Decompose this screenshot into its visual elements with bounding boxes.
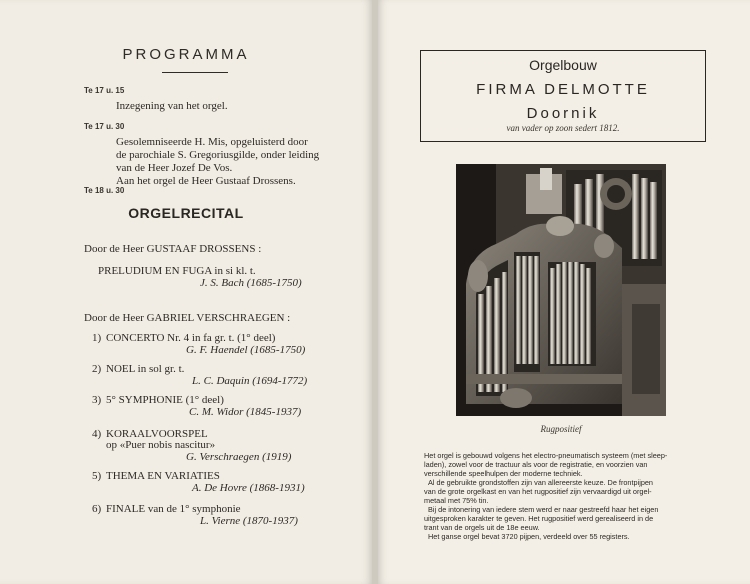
piece-3-number: 3) (92, 394, 102, 406)
description-line-6: metaal met 75% tin. (424, 496, 489, 505)
event-time-3: Te 18 u. 30 (84, 186, 125, 195)
event-2-line-1: Gesolemniseerde H. Mis, opgeluisterd door (116, 136, 308, 148)
event-2-line-4: Aan het orgel de Heer Gustaaf Drossens. (116, 175, 296, 187)
piece-1-title: CONCERTO Nr. 4 in fa gr. t. (1° deel) (106, 332, 276, 344)
piece-4-composer: G. Verschraegen (1919) (186, 451, 292, 463)
piece-5-number: 5) (92, 470, 102, 482)
event-1-line-1: Inzegening van het orgel. (116, 100, 228, 112)
piece-5-composer: A. De Hovre (1868-1931) (192, 482, 305, 494)
performer-1: Door de Heer GUSTAAF DROSSENS : (84, 243, 262, 255)
piece-3-composer: C. M. Widor (1845-1937) (189, 406, 302, 418)
description-line-8: uitgesproken karakter te geven. Het rugpositief werd gerealiseerd in de (424, 514, 654, 523)
piece-6-composer: L. Vierne (1870-1937) (200, 515, 298, 527)
performer-2: Door de Heer GABRIEL VERSCHRAEGEN : (84, 312, 291, 324)
description-line-2: laden), zowel voor de tractuur als voor de registratie, en voorzien van (424, 460, 648, 469)
builder-name: FIRMA DELMOTTE (476, 81, 650, 98)
photo-caption: Rugpositief (540, 424, 582, 434)
organ-photo (456, 164, 666, 416)
description-line-7: Bij de intonering van iedere stem werd er naar gestreefd haar het eigen (428, 505, 659, 514)
piece-5-title: THEMA EN VARIATIES (106, 470, 220, 482)
description-line-9: trant van de orgels uit de 18e eeuw. (424, 523, 540, 532)
description-line-5: van de grote orgelkast en van het rugpositief zijn vervaardigd uit orgel- (424, 487, 652, 496)
builder-city: Doornik (526, 105, 600, 122)
piece-bach-title: PRELUDIUM EN FUGA in si kl. t. (98, 265, 256, 277)
piece-4-subtitle: op «Puer nobis nascitur» (106, 439, 216, 451)
description-line-4: Al de gebruikte grondstoffen zijn van allereerste keuze. De frontpijpen (428, 478, 653, 487)
piece-1-composer: G. F. Haendel (1685-1750) (186, 344, 306, 356)
piece-6-title: FINALE van de 1° symphonie (106, 503, 241, 515)
programme-title: PROGRAMMA (122, 46, 250, 63)
piece-2-number: 2) (92, 363, 102, 375)
piece-6-number: 6) (92, 503, 102, 515)
description-line-1: Het orgel is gebouwd volgens het electro-pneumatisch systeem (met sleep- (424, 451, 668, 460)
builder-tagline: van vader op zoon sedert 1812. (506, 123, 620, 133)
description-line-10: Het ganse orgel bevat 3720 pijpen, verdeeld over 55 registers. (428, 532, 630, 541)
piece-2-composer: L. C. Daquin (1694-1772) (192, 375, 308, 387)
piece-3-title: 5° SYMPHONIE (1° deel) (106, 394, 224, 406)
piece-bach-composer: J. S. Bach (1685-1750) (200, 277, 302, 289)
left-page (0, 0, 372, 584)
event-time-1: Te 17 u. 15 (84, 86, 125, 95)
event-time-2: Te 17 u. 30 (84, 122, 125, 131)
event-2-line-3: van de Heer Jozef De Vos. (116, 162, 233, 174)
piece-1-number: 1) (92, 332, 102, 344)
event-2-line-2: de parochiale S. Gregoriusgilde, onder leiding (116, 149, 320, 161)
title-divider (162, 72, 228, 73)
piece-2-title: NOEL in sol gr. t. (106, 363, 185, 375)
piece-4-number: 4) (92, 428, 102, 440)
recital-title: ORGELRECITAL (128, 205, 244, 221)
piece-4-title: KORAALVOORSPEL (106, 428, 208, 440)
builder-label: Orgelbouw (529, 57, 597, 73)
description-line-3: verschillende speelhulpen der moderne techniek. (424, 469, 583, 478)
